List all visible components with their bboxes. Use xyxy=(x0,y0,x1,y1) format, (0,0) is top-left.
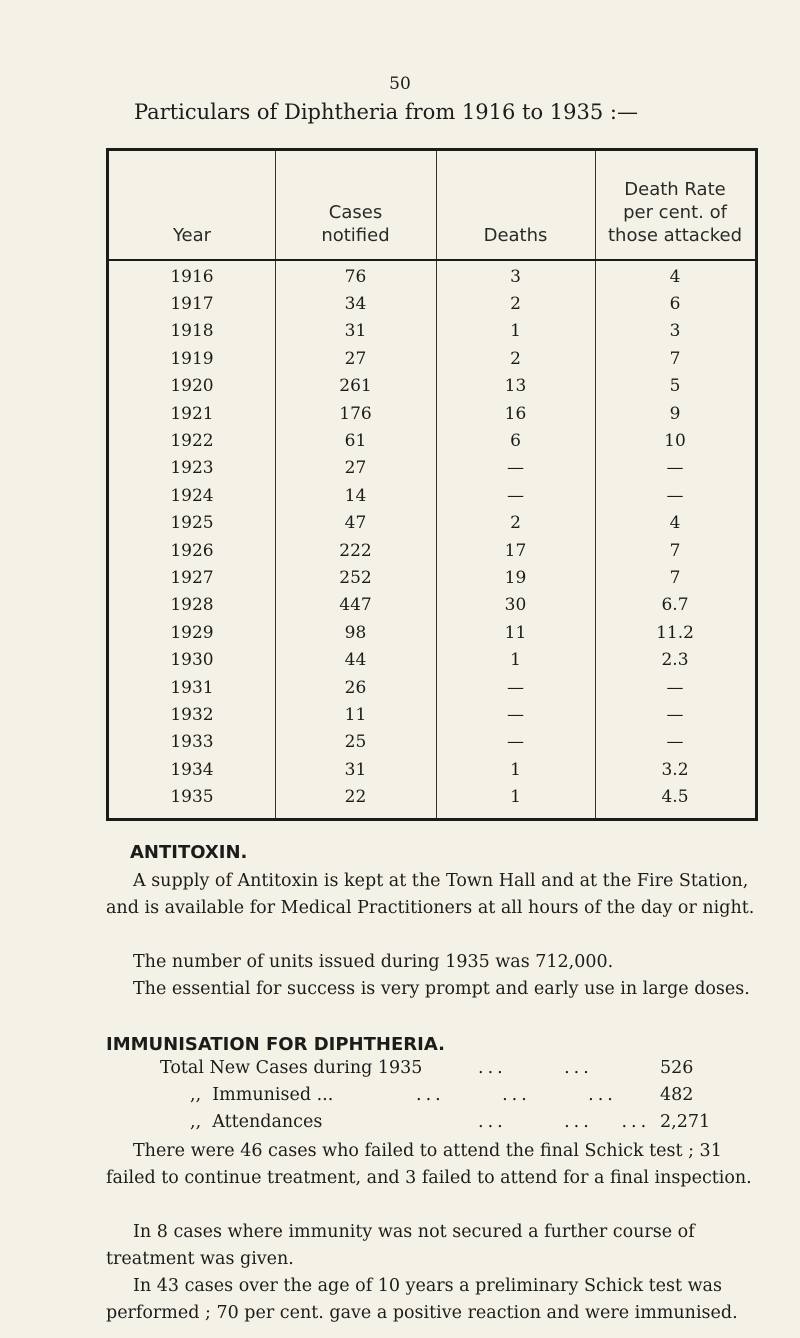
table-row xyxy=(109,482,755,509)
cell-deaths: 1 xyxy=(510,787,521,808)
table-row xyxy=(109,455,755,482)
table-row xyxy=(109,290,755,317)
cell-year: 1925 xyxy=(170,513,214,534)
cell-year: 1934 xyxy=(170,759,214,780)
table-body xyxy=(109,263,755,811)
cell-year: 1922 xyxy=(170,431,214,452)
cell-year: 1921 xyxy=(170,403,214,424)
cell-deaths: — xyxy=(507,732,524,753)
immunised-label: ,, Immunised ... xyxy=(190,1085,334,1105)
antitoxin-paragraph-3: The essential for success is very prompt and early use in large doses. xyxy=(133,979,750,999)
cell-deaths: 2 xyxy=(510,294,521,315)
cell-deaths: 16 xyxy=(504,403,527,424)
cell-deaths: 30 xyxy=(504,595,527,616)
table-row xyxy=(109,564,755,591)
cell-cases: 222 xyxy=(339,540,372,561)
cell-cases: 22 xyxy=(344,787,367,808)
table-row xyxy=(109,674,755,701)
cell-cases: 14 xyxy=(344,485,367,506)
header-deaths xyxy=(436,151,595,259)
cell-rate: — xyxy=(666,458,684,479)
cell-cases: 44 xyxy=(344,650,367,671)
cell-cases: 34 xyxy=(344,294,367,315)
total-cases-value: 526 xyxy=(660,1058,694,1078)
cell-rate: 3 xyxy=(669,321,681,342)
cell-rate: 6.7 xyxy=(661,595,689,616)
cell-rate: — xyxy=(666,704,684,725)
cell-rate: 3.2 xyxy=(661,759,689,780)
header-year-label: Year xyxy=(172,225,212,246)
cell-rate: 10 xyxy=(664,431,686,452)
cell-deaths: 11 xyxy=(504,622,527,643)
table-row xyxy=(109,701,755,728)
table-row xyxy=(109,783,755,810)
table-row xyxy=(109,373,755,400)
cell-cases: 11 xyxy=(344,704,367,725)
cell-cases: 98 xyxy=(344,622,367,643)
cell-deaths: 1 xyxy=(510,321,521,342)
cell-deaths: — xyxy=(507,704,524,725)
cell-rate: 9 xyxy=(669,403,681,424)
cell-deaths: 2 xyxy=(510,348,521,369)
immunised-value: 482 xyxy=(660,1085,694,1105)
table-row xyxy=(109,646,755,673)
cell-deaths: 1 xyxy=(510,650,521,671)
table-row xyxy=(109,592,755,619)
cell-year: 1927 xyxy=(170,567,214,588)
antitoxin-paragraph-1: A supply of Antitoxin is kept at the Town Hall and at the Fire Station, and is available for Medical Practitioners at all hours of the day or night. xyxy=(106,871,755,918)
table-row xyxy=(109,427,755,454)
cell-rate: — xyxy=(666,677,684,698)
cell-deaths: 3 xyxy=(510,266,521,287)
table-row xyxy=(109,729,755,756)
immunisation-heading: IMMUNISATION FOR DIPHTHERIA. xyxy=(106,1034,445,1055)
cell-deaths: 13 xyxy=(504,376,527,397)
cell-rate: 7 xyxy=(669,540,681,561)
cell-cases: 31 xyxy=(344,321,367,342)
attendances-label: ,, Attendances xyxy=(190,1112,323,1132)
header-year xyxy=(109,151,275,259)
attendances-value: 2,271 xyxy=(660,1112,711,1132)
cell-deaths: 6 xyxy=(510,431,521,452)
cell-deaths: — xyxy=(507,485,524,506)
cell-cases: 25 xyxy=(344,732,367,753)
cell-rate: 7 xyxy=(669,567,681,588)
cell-deaths: 1 xyxy=(510,759,521,780)
cell-year: 1930 xyxy=(170,650,214,671)
table-row xyxy=(109,400,755,427)
cell-rate: — xyxy=(666,485,684,506)
page-number: 50 xyxy=(389,74,411,94)
header-rule xyxy=(109,259,755,261)
cell-year: 1926 xyxy=(170,540,214,561)
table-row xyxy=(109,619,755,646)
table-row xyxy=(109,318,755,345)
cell-deaths: 2 xyxy=(510,513,521,534)
immunisation-paragraph-1: There were 46 cases who failed to attend the final Schick test ; 31 failed to continue treatment, and 3 failed to attend for a final inspection. xyxy=(106,1141,752,1188)
table-row xyxy=(109,345,755,372)
cell-rate: 7 xyxy=(669,348,681,369)
cell-cases: 61 xyxy=(344,431,367,452)
cell-year: 1917 xyxy=(170,294,214,315)
cell-year: 1935 xyxy=(170,787,214,808)
cell-rate: 11.2 xyxy=(656,622,694,643)
antitoxin-heading: ANTITOXIN. xyxy=(130,842,248,863)
cell-deaths: — xyxy=(507,458,524,479)
header-cases xyxy=(275,151,436,259)
immunisation-paragraph-3: In 43 cases over the age of 10 years a preliminary Schick test was performed ; 70 per cent. gave a positive reaction and were immunised. xyxy=(106,1276,738,1323)
cell-year: 1931 xyxy=(170,677,214,698)
cell-rate: 6 xyxy=(669,294,681,315)
cell-cases: 261 xyxy=(339,376,372,397)
cell-year: 1929 xyxy=(170,622,214,643)
leader-dots: ... ... ... xyxy=(478,1112,651,1132)
cell-year: 1928 xyxy=(170,595,214,616)
cell-cases: 176 xyxy=(339,403,372,424)
diphtheria-table xyxy=(106,148,758,821)
cell-rate: — xyxy=(666,732,684,753)
cell-rate: 5 xyxy=(669,376,681,397)
cell-year: 1923 xyxy=(170,458,214,479)
table-row xyxy=(109,510,755,537)
cell-year: 1918 xyxy=(170,321,214,342)
header-cases-line2: notified xyxy=(321,225,390,246)
cell-rate: 2.3 xyxy=(661,650,689,671)
cell-deaths: 17 xyxy=(504,540,527,561)
cell-rate: 4 xyxy=(669,266,681,287)
page-title: Particulars of Diphtheria from 1916 to 1935 :— xyxy=(134,100,638,124)
table-row xyxy=(109,537,755,564)
antitoxin-paragraph-2: The number of units issued during 1935 was 712,000. xyxy=(133,952,614,972)
cell-year: 1916 xyxy=(170,266,214,287)
cell-cases: 76 xyxy=(344,266,367,287)
table-row xyxy=(109,756,755,783)
immunisation-paragraph-2: In 8 cases where immunity was not secured a further course of treatment was given. xyxy=(106,1222,695,1269)
cell-rate: 4.5 xyxy=(661,787,689,808)
header-death-rate xyxy=(595,151,755,259)
cell-rate: 4 xyxy=(669,513,681,534)
cell-year: 1933 xyxy=(170,732,214,753)
cell-cases: 26 xyxy=(344,677,367,698)
cell-cases: 27 xyxy=(344,348,367,369)
header-rate-line3: those attacked xyxy=(607,225,742,246)
total-cases-label: Total New Cases during 1935 xyxy=(160,1058,423,1078)
header-rate-line1: Death Rate xyxy=(624,179,726,200)
leader-dots: ... ... xyxy=(478,1058,593,1078)
header-cases-line1: Cases xyxy=(328,202,383,223)
header-deaths-label: Deaths xyxy=(483,225,548,246)
cell-year: 1924 xyxy=(170,485,214,506)
cell-cases: 47 xyxy=(344,513,367,534)
cell-cases: 27 xyxy=(344,458,367,479)
cell-cases: 31 xyxy=(344,759,367,780)
cell-year: 1919 xyxy=(170,348,214,369)
cell-year: 1932 xyxy=(170,704,214,725)
table-row xyxy=(109,263,755,290)
cell-cases: 252 xyxy=(339,567,372,588)
cell-year: 1920 xyxy=(170,376,214,397)
leader-dots: ... ... ... xyxy=(416,1085,617,1105)
cell-deaths: 19 xyxy=(504,567,527,588)
cell-deaths: — xyxy=(507,677,524,698)
header-rate-line2: per cent. of xyxy=(623,202,727,223)
cell-cases: 447 xyxy=(339,595,372,616)
